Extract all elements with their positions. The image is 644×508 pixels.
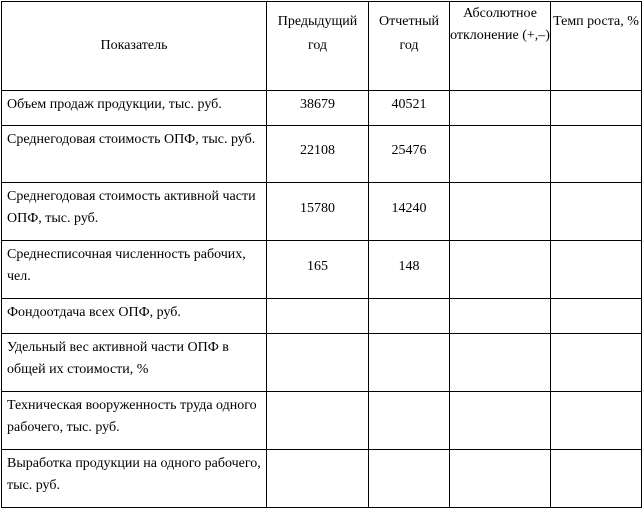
row-absolute-deviation [450,91,551,126]
row-growth-rate [551,334,642,392]
document-page [1,1,641,504]
row-reporting-value [369,450,450,508]
header-reporting-year: Отчетный год [369,2,450,91]
row-growth-rate [551,392,642,450]
table-row [2,126,642,183]
row-reporting-value: 148 [369,241,450,299]
row-reporting-value: 25476 [369,126,450,183]
row-previous-value: 22108 [267,126,369,183]
row-growth-rate [551,450,642,508]
row-growth-rate [551,183,642,241]
indicators-table [1,1,642,508]
table-row [2,91,642,126]
row-previous-value [267,299,369,334]
table-row [2,450,642,508]
row-growth-rate [551,91,642,126]
row-name: Среднесписочная численность рабочих, чел. [2,241,267,299]
table-header-row [2,2,642,91]
row-previous-value [267,334,369,392]
row-absolute-deviation [450,334,551,392]
row-name: Объем продаж продукции, тыс. руб. [2,91,267,126]
row-reporting-value [369,392,450,450]
row-previous-value [267,392,369,450]
row-reporting-value: 40521 [369,91,450,126]
row-previous-value: 15780 [267,183,369,241]
row-previous-value: 38679 [267,91,369,126]
row-growth-rate [551,299,642,334]
row-previous-value [267,450,369,508]
row-growth-rate [551,126,642,183]
row-absolute-deviation [450,126,551,183]
row-name: Фондоотдача всех ОПФ, руб. [2,299,267,334]
header-growth-rate: Темп роста, % [551,2,642,91]
table-row [2,299,642,334]
table-row [2,183,642,241]
row-name: Среднегодовая стоимость активной части ОПФ, тыс. руб. [2,183,267,241]
row-reporting-value: 14240 [369,183,450,241]
table-row [2,392,642,450]
header-absolute-deviation: Абсолютное отклонение (+,–) [450,2,551,91]
table-row [2,334,642,392]
row-name: Среднегодовая стоимость ОПФ, тыс. руб. [2,126,267,183]
row-name: Выработка продукции на одного рабочего, тыс. руб. [2,450,267,508]
row-reporting-value [369,299,450,334]
row-reporting-value [369,334,450,392]
header-previous-year: Предыдущий год [267,2,369,91]
row-name: Техническая вооруженность труда одного рабочего, тыс. руб. [2,392,267,450]
table-row [2,241,642,299]
row-previous-value: 165 [267,241,369,299]
row-growth-rate [551,241,642,299]
row-absolute-deviation [450,299,551,334]
header-indicator: Показатель [2,2,267,91]
row-absolute-deviation [450,183,551,241]
row-name: Удельный вес активной части ОПФ в общей их стоимости, % [2,334,267,392]
row-absolute-deviation [450,392,551,450]
row-absolute-deviation [450,450,551,508]
row-absolute-deviation [450,241,551,299]
